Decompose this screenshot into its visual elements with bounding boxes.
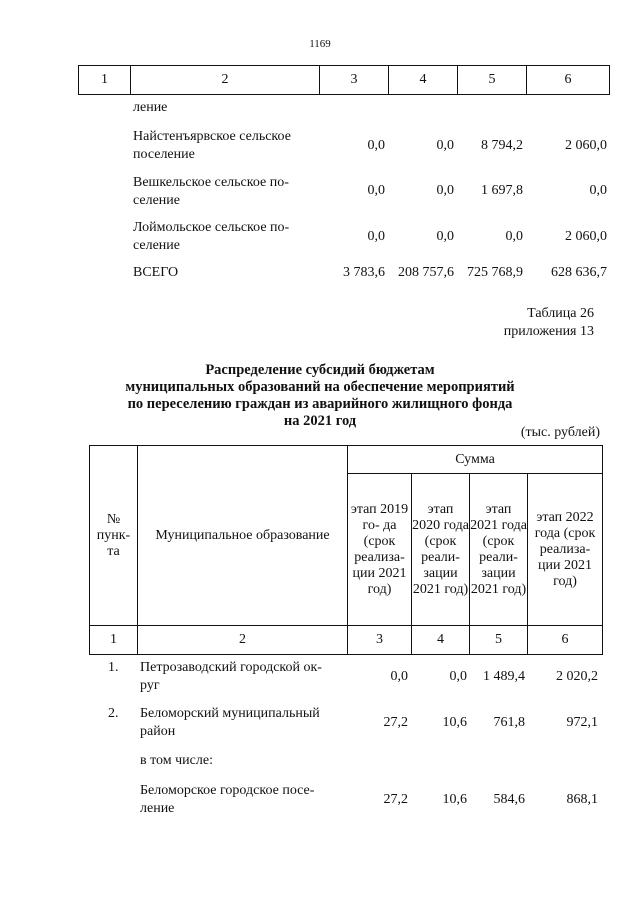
value-col4: 0,0 — [436, 183, 454, 198]
header-cell: 4 — [412, 626, 470, 655]
row-name-line1: Петрозаводский городской ок- — [140, 660, 322, 675]
row-name-line1: Найстенъярвское сельское — [133, 129, 291, 144]
value-col4: 10,6 — [442, 792, 467, 807]
col-header-stage-2022: этап 2022 года (срок реализа- ции 2021 год) — [528, 474, 603, 626]
row-name-line1: Лоймольское сельское по- — [133, 220, 290, 235]
row-name-line2: поселение — [133, 147, 195, 162]
value-col5: 0,0 — [505, 229, 523, 244]
header-cell: 6 — [528, 626, 603, 655]
col-header-name: Муниципальное образование — [138, 446, 348, 626]
value-col3: 27,2 — [383, 715, 408, 730]
value-col3: 0,0 — [367, 183, 385, 198]
top-table-header — [78, 65, 610, 95]
row-name-line2: руг — [140, 678, 160, 693]
row-name-line1: Вешкельское сельское по- — [133, 175, 289, 190]
header-cell: 6 — [527, 66, 610, 95]
header-cell: 2 — [131, 66, 320, 95]
title-line3: по переселению граждан из аварийного жилищного фонда — [127, 396, 513, 412]
row-name-line1: Беломорское городское посе- — [140, 783, 315, 798]
table-caption-line1: Таблица 26 — [527, 306, 594, 321]
col-header-stage-2020: этап 2020 года (срок реали- зации 2021 год) — [412, 474, 470, 626]
col-header-stage-2019: этап 2019 го- да (срок реализа- ции 2021 год) — [348, 474, 412, 626]
col-header-stage-2021: этап 2021 года (срок реали- зации 2021 год) — [470, 474, 528, 626]
total-col5: 725 768,9 — [467, 265, 523, 280]
total-col3: 3 783,6 — [343, 265, 385, 280]
col-header-sum: Сумма — [348, 446, 603, 474]
value-col3: 27,2 — [383, 792, 408, 807]
title-line4: на 2021 год — [283, 413, 357, 429]
row-name-line2: селение — [133, 193, 180, 208]
row-name-line2: селение — [133, 238, 180, 253]
header-cell: 3 — [320, 66, 389, 95]
including-label: в том числе: — [140, 753, 213, 768]
value-col5: 761,8 — [493, 715, 525, 730]
value-col6: 972,1 — [566, 715, 598, 730]
value-col3: 0,0 — [367, 229, 385, 244]
total-col4: 208 757,6 — [398, 265, 454, 280]
total-col6: 628 636,7 — [551, 265, 607, 280]
row-name-line1: Беломорский муниципальный — [140, 706, 320, 721]
value-col5: 1 697,8 — [481, 183, 523, 198]
table-title — [0, 362, 640, 430]
value-col3: 0,0 — [390, 669, 408, 684]
value-col4: 10,6 — [442, 715, 467, 730]
header-cell: 5 — [470, 626, 528, 655]
col-header-number: № пунк- та — [90, 446, 138, 626]
table-caption-line2: приложения 13 — [503, 324, 594, 339]
row-name-line2: район — [140, 724, 176, 739]
value-col6: 2 020,2 — [556, 669, 598, 684]
header-cell: 5 — [458, 66, 527, 95]
continuation-text: ление — [133, 100, 168, 115]
value-col4: 0,0 — [436, 229, 454, 244]
value-col6: 2 060,0 — [565, 138, 607, 153]
row-number: 2. — [108, 706, 119, 721]
value-col6: 0,0 — [589, 183, 607, 198]
row-number: 1. — [108, 660, 119, 675]
value-col4: 0,0 — [436, 138, 454, 153]
value-col4: 0,0 — [449, 669, 467, 684]
value-col3: 0,0 — [367, 138, 385, 153]
header-cell: 1 — [90, 626, 138, 655]
units-label: (тыс. рублей) — [520, 425, 600, 440]
header-cell: 4 — [389, 66, 458, 95]
value-col6: 2 060,0 — [565, 229, 607, 244]
page-number: 1169 — [309, 38, 331, 50]
header-cell: 3 — [348, 626, 412, 655]
title-line1: Распределение субсидий бюджетам — [205, 362, 435, 378]
total-label: ВСЕГО — [133, 265, 179, 280]
table26-header — [89, 445, 603, 655]
value-col5: 8 794,2 — [481, 138, 523, 153]
value-col6: 868,1 — [566, 792, 598, 807]
title-line2: муниципальных образований на обеспечение мероприятий — [125, 379, 515, 395]
value-col5: 584,6 — [493, 792, 525, 807]
value-col5: 1 489,4 — [483, 669, 525, 684]
header-cell: 2 — [138, 626, 348, 655]
header-cell: 1 — [79, 66, 131, 95]
row-name-line2: ление — [140, 801, 175, 816]
